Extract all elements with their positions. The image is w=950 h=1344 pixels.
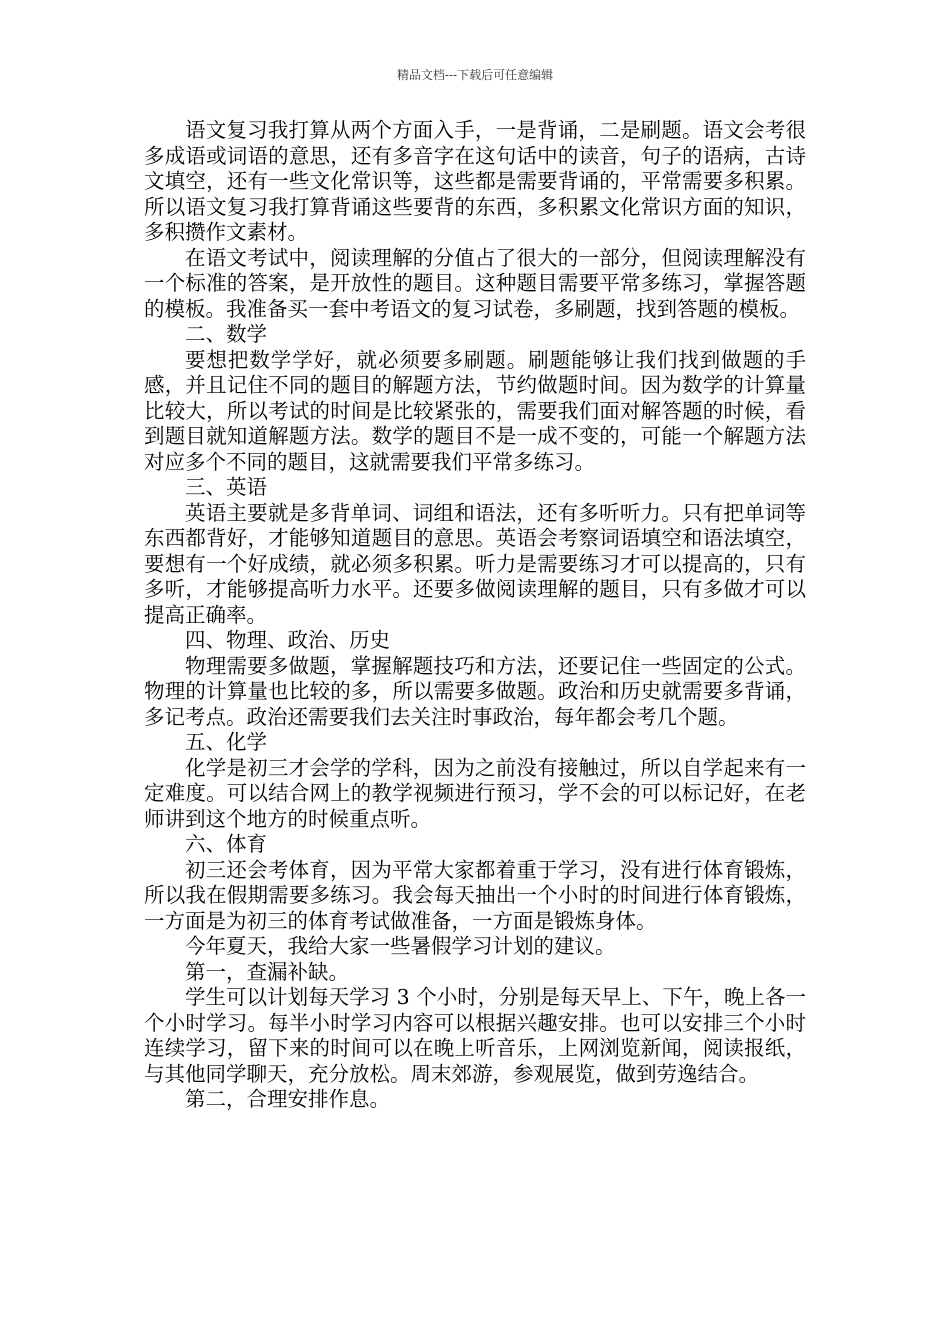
- heading-physics-politics-history: 四、物理、政治、历史: [185, 628, 390, 652]
- paragraph-daily-schedule: 学生可以计划每天学习 3 个小时，分别是每天早上、下午，晚上各一个小时学习。每半小时学习内容可以根据兴趣安排。也可以安排三个小时连续学习，留下来的时间可以在晚上听音乐，上网浏览新闻，阅读报纸，与其他同学聊天，充分放松。周末郊游，参观展览，做到劳逸结合。: [144, 985, 806, 1086]
- paragraph-english: 英语主要就是多背单词、词组和语法，还有多听听力。只有把单词等东西都背好，才能够知道题目的意思。英语会考察词语填空和语法填空，要想有一个好成绩，就必须多积累。听力是需要练习才可以提高的，只有多听，才能够提高听力水平。还要多做阅读理解的题目，只有多做才可以提高正确率。: [144, 500, 806, 627]
- heading-first: 第一，查漏补缺。: [185, 959, 349, 984]
- paragraph-summer-advice: 今年夏天，我给大家一些暑假学习计划的建议。: [185, 934, 616, 958]
- page-header: 精品文档---下载后可任意编辑: [396, 68, 554, 82]
- paragraph-math: 要想把数学学好，就必须要多刷题。刷题能够让我们找到做题的手感，并且记住不同的题目的解题方法，节约做题时间。因为数学的计算量比较大，所以考试的时间是比较紧张的，需要我们面对解答题的时候，看到题目就知道解题方法。数学的题目不是一成不变的，可能一个解题方法对应多个不同的题目，这就需要我们平常多练习。: [144, 347, 806, 474]
- heading-second: 第二，合理安排作息。: [185, 1087, 390, 1111]
- paragraph-physics-politics-history: 物理需要多做题，掌握解题技巧和方法，还要记住一些固定的公式。物理的计算量也比较的多，所以需要多做题。政治和历史就需要多背诵，多记考点。政治还需要我们去关注时事政治，每年都会考几个题。: [144, 653, 806, 729]
- heading-math: 二、数学: [185, 322, 267, 346]
- heading-english: 三、英语: [185, 475, 267, 499]
- paragraph-chinese-review: 语文复习我打算从两个方面入手，一是背诵，二是刷题。语文会考很多成语或词语的意思，还有多音字在这句话中的读音，句子的语病，古诗文填空，还有一些文化常识等，这些都是需要背诵的，平常需要多积累。所以语文复习我打算背诵这些要背的东西，多积累文化常识方面的知识，多积攒作文素材。: [144, 118, 806, 244]
- paragraph-chemistry: 化学是初三才会学的学科，因为之前没有接触过，所以自学起来有一定难度。可以结合网上的教学视频进行预习，学不会的可以标记好，在老师讲到这个地方的时候重点听。: [144, 755, 806, 831]
- heading-pe: 六、体育: [185, 832, 267, 856]
- document-body: [144, 118, 806, 1113]
- paragraph-pe: 初三还会考体育，因为平常大家都着重于学习，没有进行体育锻炼，所以我在假期需要多练习。我会每天抽出一个小时的时间进行体育锻炼，一方面是为初三的体育考试做准备，一方面是锻炼身体。: [144, 857, 806, 933]
- paragraph-reading-comprehension: 在语文考试中，阅读理解的分值占了很大的一部分，但阅读理解没有一个标准的答案，是开放性的题目。这种题目需要平常多练习，掌握答题的模板。我准备买一套中考语文的复习试卷，多刷题，找到答题的模板。: [144, 245, 806, 321]
- heading-chemistry: 五、化学: [185, 730, 267, 754]
